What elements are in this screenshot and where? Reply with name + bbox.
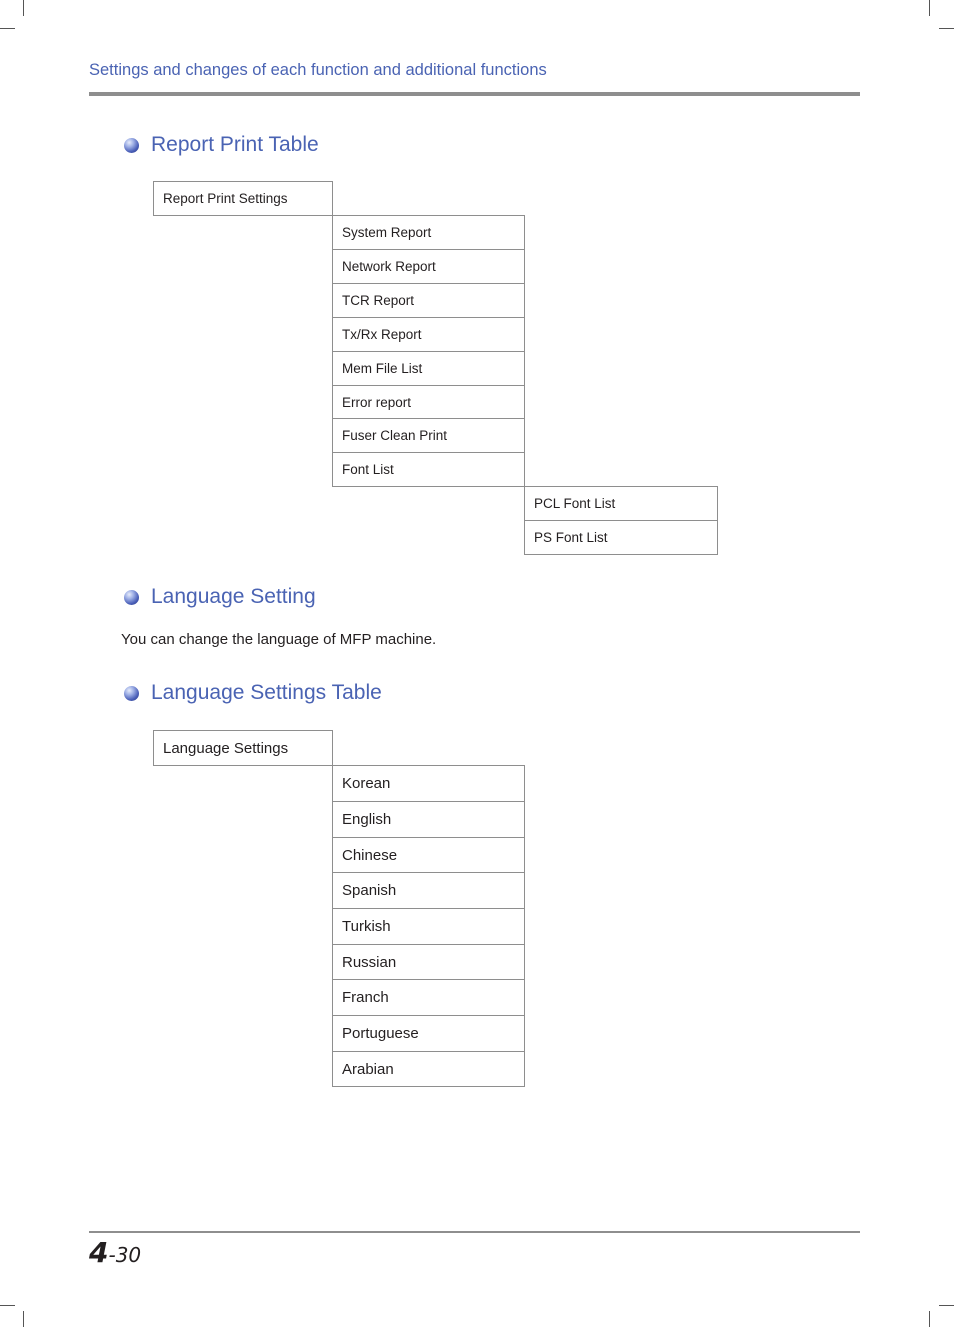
sphere-bullet-icon: [124, 138, 139, 153]
section-title-report-print-table: [124, 132, 319, 158]
crop-mark: [0, 28, 15, 29]
tree-subitem: PS Font List: [524, 520, 718, 555]
tree-item: Spanish: [332, 872, 525, 909]
page-number-page: -30: [108, 1243, 142, 1267]
section-title-text: Report Print Table: [151, 133, 319, 156]
sphere-bullet-icon: [124, 590, 139, 605]
header-rule: [89, 92, 860, 96]
tree-item: Turkish: [332, 908, 525, 945]
tree-subitem: PCL Font List: [524, 486, 718, 521]
tree-item: Error report: [332, 385, 525, 419]
tree-item: Mem File List: [332, 351, 525, 386]
tree-item: TCR Report: [332, 283, 525, 318]
section-title-language-setting: [124, 584, 316, 610]
section-title-text: Language Settings Table: [151, 681, 382, 704]
footer-rule: [89, 1231, 860, 1233]
crop-mark: [0, 1305, 15, 1306]
language-setting-description: You can change the language of MFP machine.: [121, 631, 437, 648]
tree-item: Network Report: [332, 249, 525, 284]
tree-item: Chinese: [332, 837, 525, 873]
crop-mark: [939, 28, 954, 29]
page-number-chapter: 4: [89, 1236, 109, 1269]
tree-root-language-settings: Language Settings: [153, 730, 333, 766]
tree-item: Franch: [332, 979, 525, 1016]
tree-item: Fuser Clean Print: [332, 418, 525, 453]
crop-mark: [929, 0, 930, 16]
tree-item-font-list: Font List: [332, 452, 525, 487]
tree-item: System Report: [332, 215, 525, 250]
tree-item: English: [332, 801, 525, 838]
crop-mark: [939, 1305, 954, 1306]
tree-item: Portuguese: [332, 1015, 525, 1052]
running-header: Settings and changes of each function and additional functions: [89, 61, 547, 79]
crop-mark: [23, 1311, 24, 1327]
tree-item: Russian: [332, 944, 525, 980]
sphere-bullet-icon: [124, 686, 139, 701]
tree-item: Korean: [332, 765, 525, 802]
page-number: [89, 1236, 141, 1269]
section-title-language-settings-table: [124, 680, 382, 706]
crop-mark: [929, 1311, 930, 1327]
crop-mark: [23, 0, 24, 16]
tree-item: Arabian: [332, 1051, 525, 1087]
section-title-text: Language Setting: [151, 585, 316, 608]
tree-item: Tx/Rx Report: [332, 317, 525, 352]
tree-root-report-print-settings: Report Print Settings: [153, 181, 333, 216]
